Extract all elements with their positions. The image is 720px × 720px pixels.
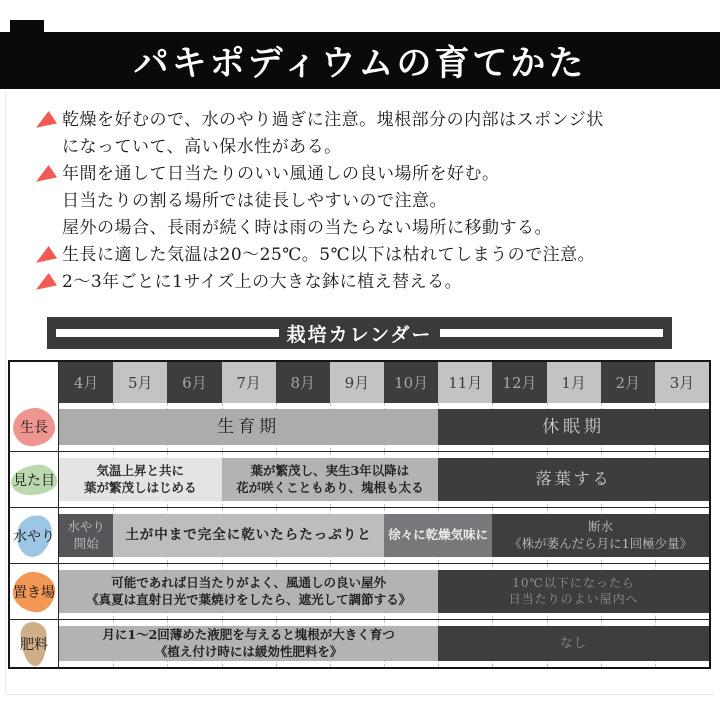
row-label-text: 肥料 — [20, 636, 48, 653]
calendar-segment: 休眠期 — [438, 409, 709, 445]
calendar-segment: 10℃以下になったら 日当たりのよい屋内へ — [438, 570, 709, 613]
row-label-text: 置き場 — [13, 584, 55, 601]
calendar-row-置き場 — [10, 563, 709, 619]
row-track-肥料 — [59, 620, 709, 667]
banner-left-bar — [56, 329, 279, 337]
calendar-row-生長 — [10, 403, 709, 451]
calendar-segment: 生育期 — [59, 409, 438, 445]
calendar-banner — [47, 317, 672, 349]
calendar-segment: なし — [438, 626, 709, 661]
month-header-10月: 10月 — [384, 362, 438, 403]
calendar-row-見た目 — [10, 451, 709, 507]
tip-triangle-icon — [36, 246, 57, 266]
month-header-cells — [59, 362, 709, 403]
month-header-2月: 2月 — [601, 362, 655, 403]
care-tip-3 — [36, 242, 708, 269]
row-label-text: 水やり — [13, 528, 55, 545]
month-header-1月: 1月 — [547, 362, 601, 403]
calendar-segment: 気温上昇と共に 葉が繁茂しはじめる — [59, 458, 222, 501]
calendar-segment: 土が中まで完全に乾いたらたっぷりと — [113, 514, 384, 557]
calendar-segment: 断水 《株が萎んだら月に1回極少量》 — [492, 514, 709, 557]
calendar-segment: 葉が繁茂し、実生3年以降は 花が咲くこともあり、塊根も太る — [222, 458, 439, 501]
calendar-segment: 月に1〜2回薄めた液肥を与えると塊根が大きく育つ 《植え付け時には緩効性肥料を》 — [59, 626, 438, 661]
month-header-8月: 8月 — [276, 362, 330, 403]
month-header-3月: 3月 — [655, 362, 709, 403]
row-track-置き場 — [59, 564, 709, 619]
month-header-5月: 5月 — [113, 362, 167, 403]
calendar-month-header-row — [10, 362, 709, 403]
page-bottom-edge — [6, 694, 714, 695]
row-label-text: 生長 — [20, 420, 48, 436]
calendar-row-肥料 — [10, 619, 709, 667]
page-left-edge — [5, 92, 6, 694]
row-track-生長 — [59, 403, 709, 451]
month-header-9月: 9月 — [330, 362, 384, 403]
row-label-肥料 — [10, 620, 59, 667]
page-header — [0, 32, 720, 89]
calendar-segment: 可能であれば日当たりがよく、風通しの良い屋外 《真夏は直射日光で葉焼けをしたら、遮光して調節する》 — [59, 570, 438, 613]
row-label-text: 見た目 — [13, 472, 55, 489]
calendar-body — [10, 403, 709, 667]
tip-text: 2〜3年ごとに1サイズ上の大きな鉢に植え替える。 — [62, 272, 463, 292]
row-label-見た目 — [10, 452, 59, 507]
calendar-segment: 徐々に乾燥気味に — [384, 514, 492, 557]
tip-triangle-icon — [36, 111, 57, 131]
calendar-segment: 水やり 開始 — [59, 514, 113, 557]
row-label-置き場 — [10, 564, 59, 619]
care-tip-4 — [36, 269, 708, 296]
tip-triangle-icon — [36, 273, 57, 293]
row-label-水やり — [10, 508, 59, 563]
calendar-segment: 落葉する — [438, 458, 709, 501]
care-tip-2 — [36, 161, 708, 242]
calendar-banner-title: 栽培カレンダー — [286, 323, 433, 346]
month-header-11月: 11月 — [438, 362, 492, 403]
month-header-4月: 4月 — [59, 362, 113, 403]
banner-right-bar — [440, 329, 663, 337]
row-track-見た目 — [59, 452, 709, 507]
tip-triangle-icon — [36, 165, 57, 185]
page-title: パキポディウムの育てかた — [133, 42, 587, 84]
care-tip-1 — [36, 107, 708, 161]
tip-text: 年間を通して日当たりのいい風通しの良い場所を好む。 日当たりの割る場所では徒長しやすいので注意。 屋外の場合、長雨が続く時は雨の当たらない場所に移動する。 — [62, 164, 552, 238]
calendar-row-水やり — [10, 507, 709, 563]
care-tips-list — [36, 107, 708, 296]
month-header-12月: 12月 — [492, 362, 546, 403]
calendar-corner-cell — [10, 362, 59, 403]
month-header-7月: 7月 — [222, 362, 276, 403]
tip-text: 生長に適した気温は20〜25℃。5℃以下は枯れてしまうので注意。 — [62, 245, 596, 265]
row-track-水やり — [59, 508, 709, 563]
tip-text: 乾燥を好むので、水のやり過ぎに注意。塊根部分の内部はスポンジ状 になっていて、高い保水性がある。 — [62, 110, 604, 157]
row-label-生長 — [10, 403, 59, 451]
calendar-table — [8, 360, 711, 669]
month-header-6月: 6月 — [167, 362, 221, 403]
